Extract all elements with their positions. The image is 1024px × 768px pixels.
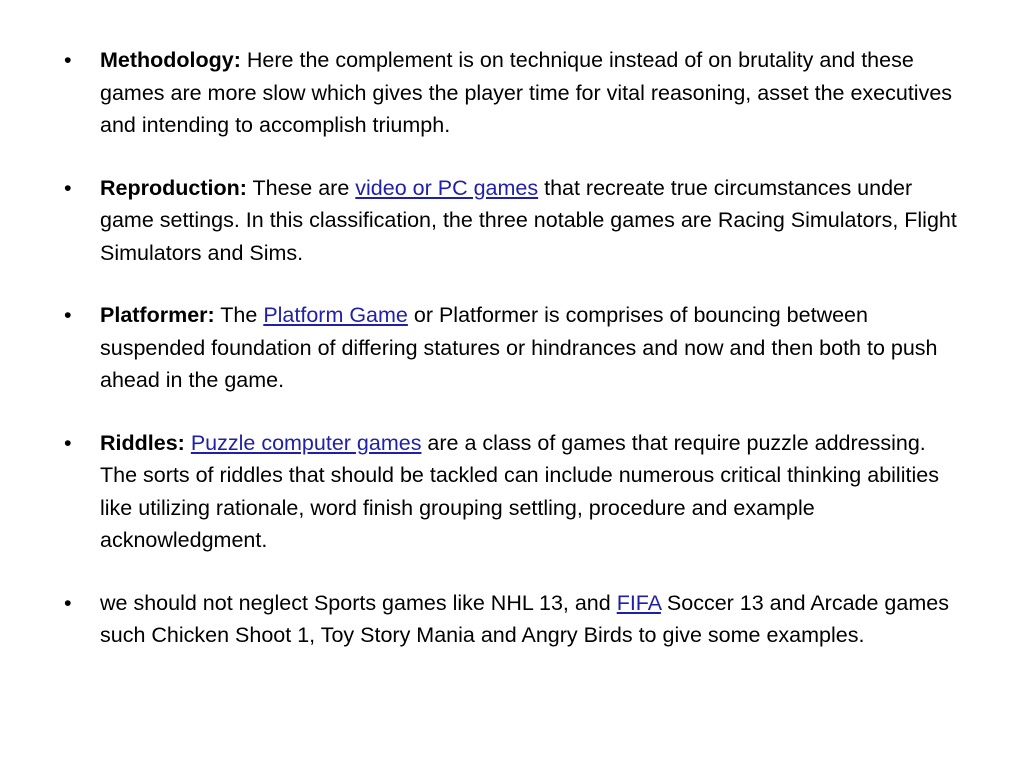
- list-item-text: are a class of games that require puzzle addressing. The sorts of riddles that should be tackled can include numerous critical thinking abilities like utilizing rationale, word finish grouping settling, procedure and example acknowledgment.: [100, 430, 945, 552]
- inline-link[interactable]: Puzzle computer games: [190, 430, 422, 455]
- list-item-lead: Platformer:: [100, 303, 215, 327]
- bullet-marker-icon: •: [64, 48, 72, 72]
- bullet-marker-icon: •: [64, 303, 72, 327]
- inline-link[interactable]: Platform Game: [263, 303, 408, 327]
- list-item-lead: Riddles:: [100, 430, 185, 455]
- inline-link[interactable]: video or PC games: [355, 175, 539, 200]
- list-item: [60, 172, 964, 270]
- list-item-text: that recreate true circumstances under game settings. In this classification, the three notable games are Racing Simulators, Flight Simulators and Sims.: [100, 175, 963, 265]
- list-item-lead: Reproduction:: [100, 175, 247, 200]
- list-item-text: The: [214, 303, 264, 327]
- list-item-text: Soccer 13 and Arcade games such Chicken Shoot 1, Toy Story Mania and Angry Birds to give some examples.: [100, 590, 955, 647]
- bullet-list: [60, 44, 964, 652]
- list-item: [60, 44, 964, 142]
- list-item-text: These are: [246, 175, 356, 200]
- bullet-marker-icon: •: [64, 430, 72, 455]
- bullet-marker-icon: •: [64, 590, 72, 615]
- bullet-marker-icon: •: [64, 175, 72, 200]
- list-item-text: Here the complement is on technique instead of on brutality and these games are more slow which gives the player time for vital reasoning, asset the executives and intending to accomplish triumph.: [100, 48, 959, 137]
- inline-link[interactable]: FIFA: [616, 590, 661, 615]
- list-item: [60, 299, 964, 397]
- list-item: [60, 587, 964, 652]
- list-item-lead: Methodology:: [100, 48, 241, 72]
- list-item-text: we should not neglect Sports games like NHL 13, and: [100, 590, 617, 615]
- list-item-text: or Platformer is comprises of bouncing between suspended foundation of differing statures or hindrances and now and then both to push ahead in the game.: [100, 303, 944, 392]
- list-item: [60, 427, 964, 557]
